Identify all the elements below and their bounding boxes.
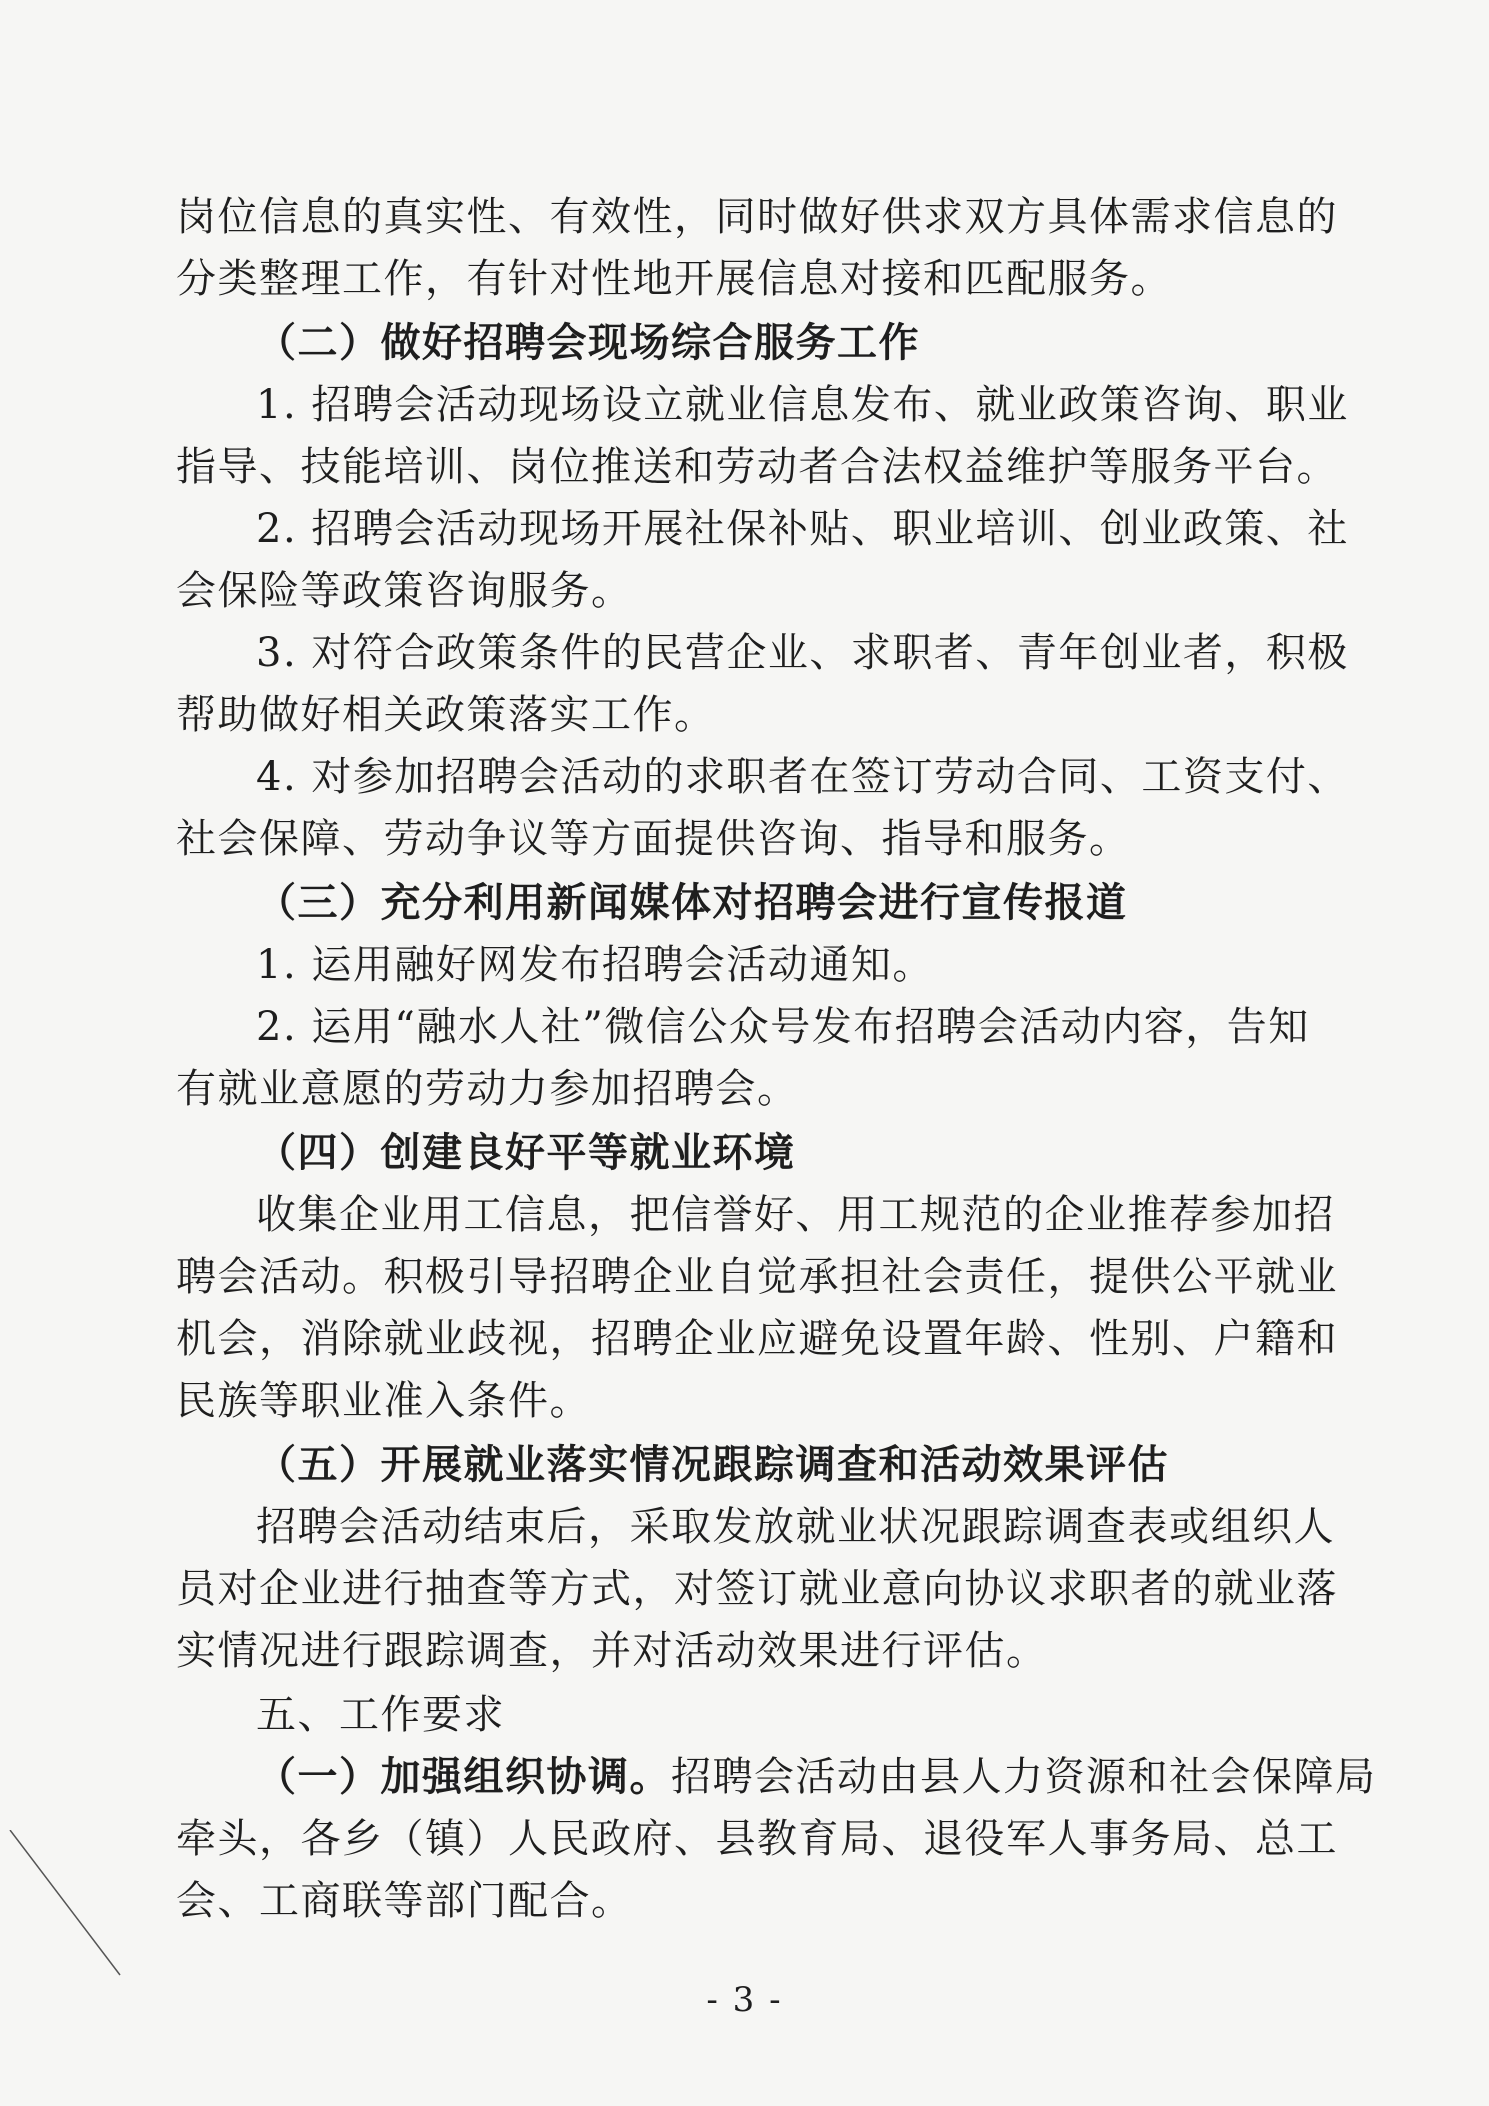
text-line: 聘会活动。积极引导招聘企业自觉承担社会责任，提供公平就业 [176, 1254, 1338, 1300]
text-line: 社会保障、劳动争议等方面提供咨询、指导和服务。 [176, 816, 1131, 862]
text-line: 员对企业进行抽查等方式，对签订就业意向协议求职者的就业落 [176, 1566, 1338, 1612]
page-number: - 3 - [706, 1980, 783, 2020]
text-line: 2. 运用“融水人社”微信公众号发布招聘会活动内容，告知 [256, 1004, 1310, 1050]
subheading-4: （四）创建良好平等就业环境 [256, 1129, 796, 1176]
text-line: 2. 招聘会活动现场开展社保补贴、职业培训、创业政策、社 [256, 506, 1349, 552]
text-line: 会、工商联等部门配合。 [176, 1878, 633, 1924]
text-line: 牵头，各乡（镇）人民政府、县教育局、退役军人事务局、总工 [176, 1816, 1338, 1862]
text-line: 收集企业用工信息，把信誉好、用工规范的企业推荐参加招 [256, 1192, 1335, 1238]
inline-text: 招聘会活动由县人力资源和社会保障局 [671, 1754, 1377, 1800]
subheading-3: （三）充分利用新闻媒体对招聘会进行宣传报道 [256, 879, 1128, 926]
text-line: 机会，消除就业歧视，招聘企业应避免设置年龄、性别、户籍和 [176, 1316, 1338, 1362]
subheading-5: （五）开展就业落实情况跟踪调查和活动效果评估 [256, 1441, 1169, 1488]
text-line: 招聘会活动结束后，采取发放就业状况跟踪调查表或组织人 [256, 1504, 1335, 1550]
inline-lead: （一）加强组织协调。 [256, 1753, 671, 1800]
text-line: 实情况进行跟踪调查，并对活动效果进行评估。 [176, 1628, 1048, 1674]
text-line: 1. 招聘会活动现场设立就业信息发布、就业政策咨询、职业 [256, 382, 1349, 428]
text-line: 民族等职业准入条件。 [176, 1378, 591, 1424]
text-line: 1. 运用融好网发布招聘会活动通知。 [256, 942, 934, 988]
text-line: 3. 对符合政策条件的民营企业、求职者、青年创业者，积极 [256, 630, 1349, 676]
text-line: 指导、技能培训、岗位推送和劳动者合法权益维护等服务平台。 [176, 444, 1338, 490]
text-line [176, 1746, 1377, 1808]
text-line: 4. 对参加招聘会活动的求职者在签订劳动合同、工资支付、 [256, 754, 1349, 800]
text-line: 帮助做好相关政策落实工作。 [176, 692, 716, 738]
subheading-2: （二）做好招聘会现场综合服务工作 [256, 319, 920, 366]
text-line: 分类整理工作，有针对性地开展信息对接和匹配服务。 [176, 256, 1172, 302]
section-heading: 五、工作要求 [256, 1692, 505, 1738]
text-line: 会保险等政策咨询服务。 [176, 568, 633, 614]
scan-artifact-line [0, 1830, 140, 1980]
text-line: 岗位信息的真实性、有效性，同时做好供求双方具体需求信息的 [176, 194, 1338, 240]
text-line: 有就业意愿的劳动力参加招聘会。 [176, 1066, 799, 1112]
document-body [176, 186, 1377, 1932]
